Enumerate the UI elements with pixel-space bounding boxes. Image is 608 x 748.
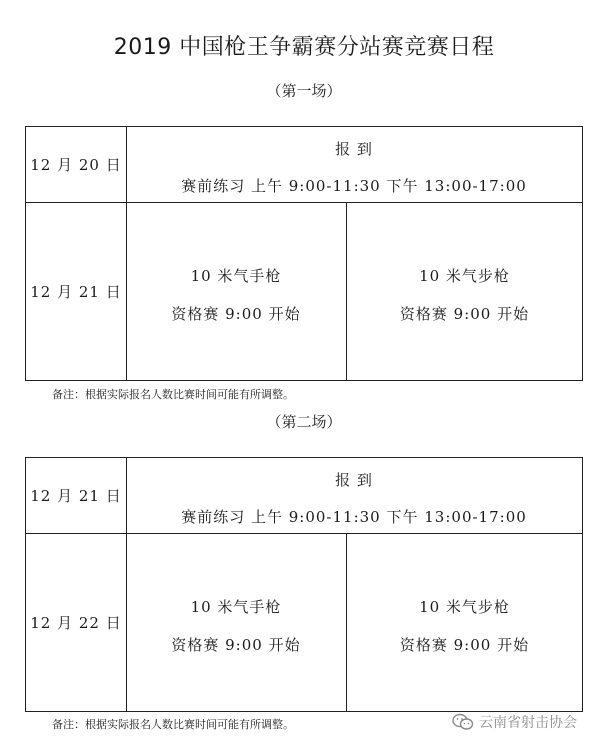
remark-note: 备注：根据实际报名人数比赛时间可能有所调整。 — [52, 388, 294, 401]
table-divider — [346, 533, 347, 711]
table-divider — [126, 127, 127, 380]
watermark-text: 云南省射击协会 — [479, 715, 577, 731]
practice-schedule: 赛前练习 上午 9:00-11:30 下午 13:00-17:00 — [181, 177, 527, 195]
practice-schedule: 赛前练习 上午 9:00-11:30 下午 13:00-17:00 — [181, 508, 527, 526]
date-cell: 12 月 22 日 — [30, 613, 122, 632]
event-name: 10 米气步枪 — [419, 267, 510, 285]
checkin-label: 报 到 — [335, 471, 373, 489]
schedule-table-2 — [25, 457, 583, 712]
date-cell: 12 月 21 日 — [30, 487, 122, 505]
table-divider — [346, 202, 347, 380]
table-divider — [126, 458, 127, 711]
event-start-time: 资格赛 9:00 开始 — [171, 636, 301, 654]
session-1-heading: （第一场） — [266, 82, 342, 100]
remark-note: 备注：根据实际报名人数比赛时间可能有所调整。 — [52, 718, 294, 731]
date-cell: 12 月 20 日 — [30, 156, 122, 174]
event-start-time: 资格赛 9:00 开始 — [399, 636, 530, 654]
source-watermark — [452, 712, 577, 732]
schedule-table-1 — [25, 126, 583, 381]
event-start-time: 资格赛 9:00 开始 — [171, 305, 301, 323]
date-cell: 12 月 21 日 — [30, 282, 122, 301]
document-title: 2019 中国枪王争霸赛分站赛竞赛日程 — [113, 35, 495, 60]
event-start-time: 资格赛 9:00 开始 — [399, 305, 530, 323]
event-name: 10 米气手枪 — [190, 267, 282, 285]
event-name: 10 米气手枪 — [190, 598, 282, 616]
event-name: 10 米气步枪 — [419, 598, 510, 616]
wechat-icon — [452, 713, 474, 731]
checkin-label: 报 到 — [335, 140, 373, 158]
session-2-heading: （第二场） — [266, 413, 342, 431]
